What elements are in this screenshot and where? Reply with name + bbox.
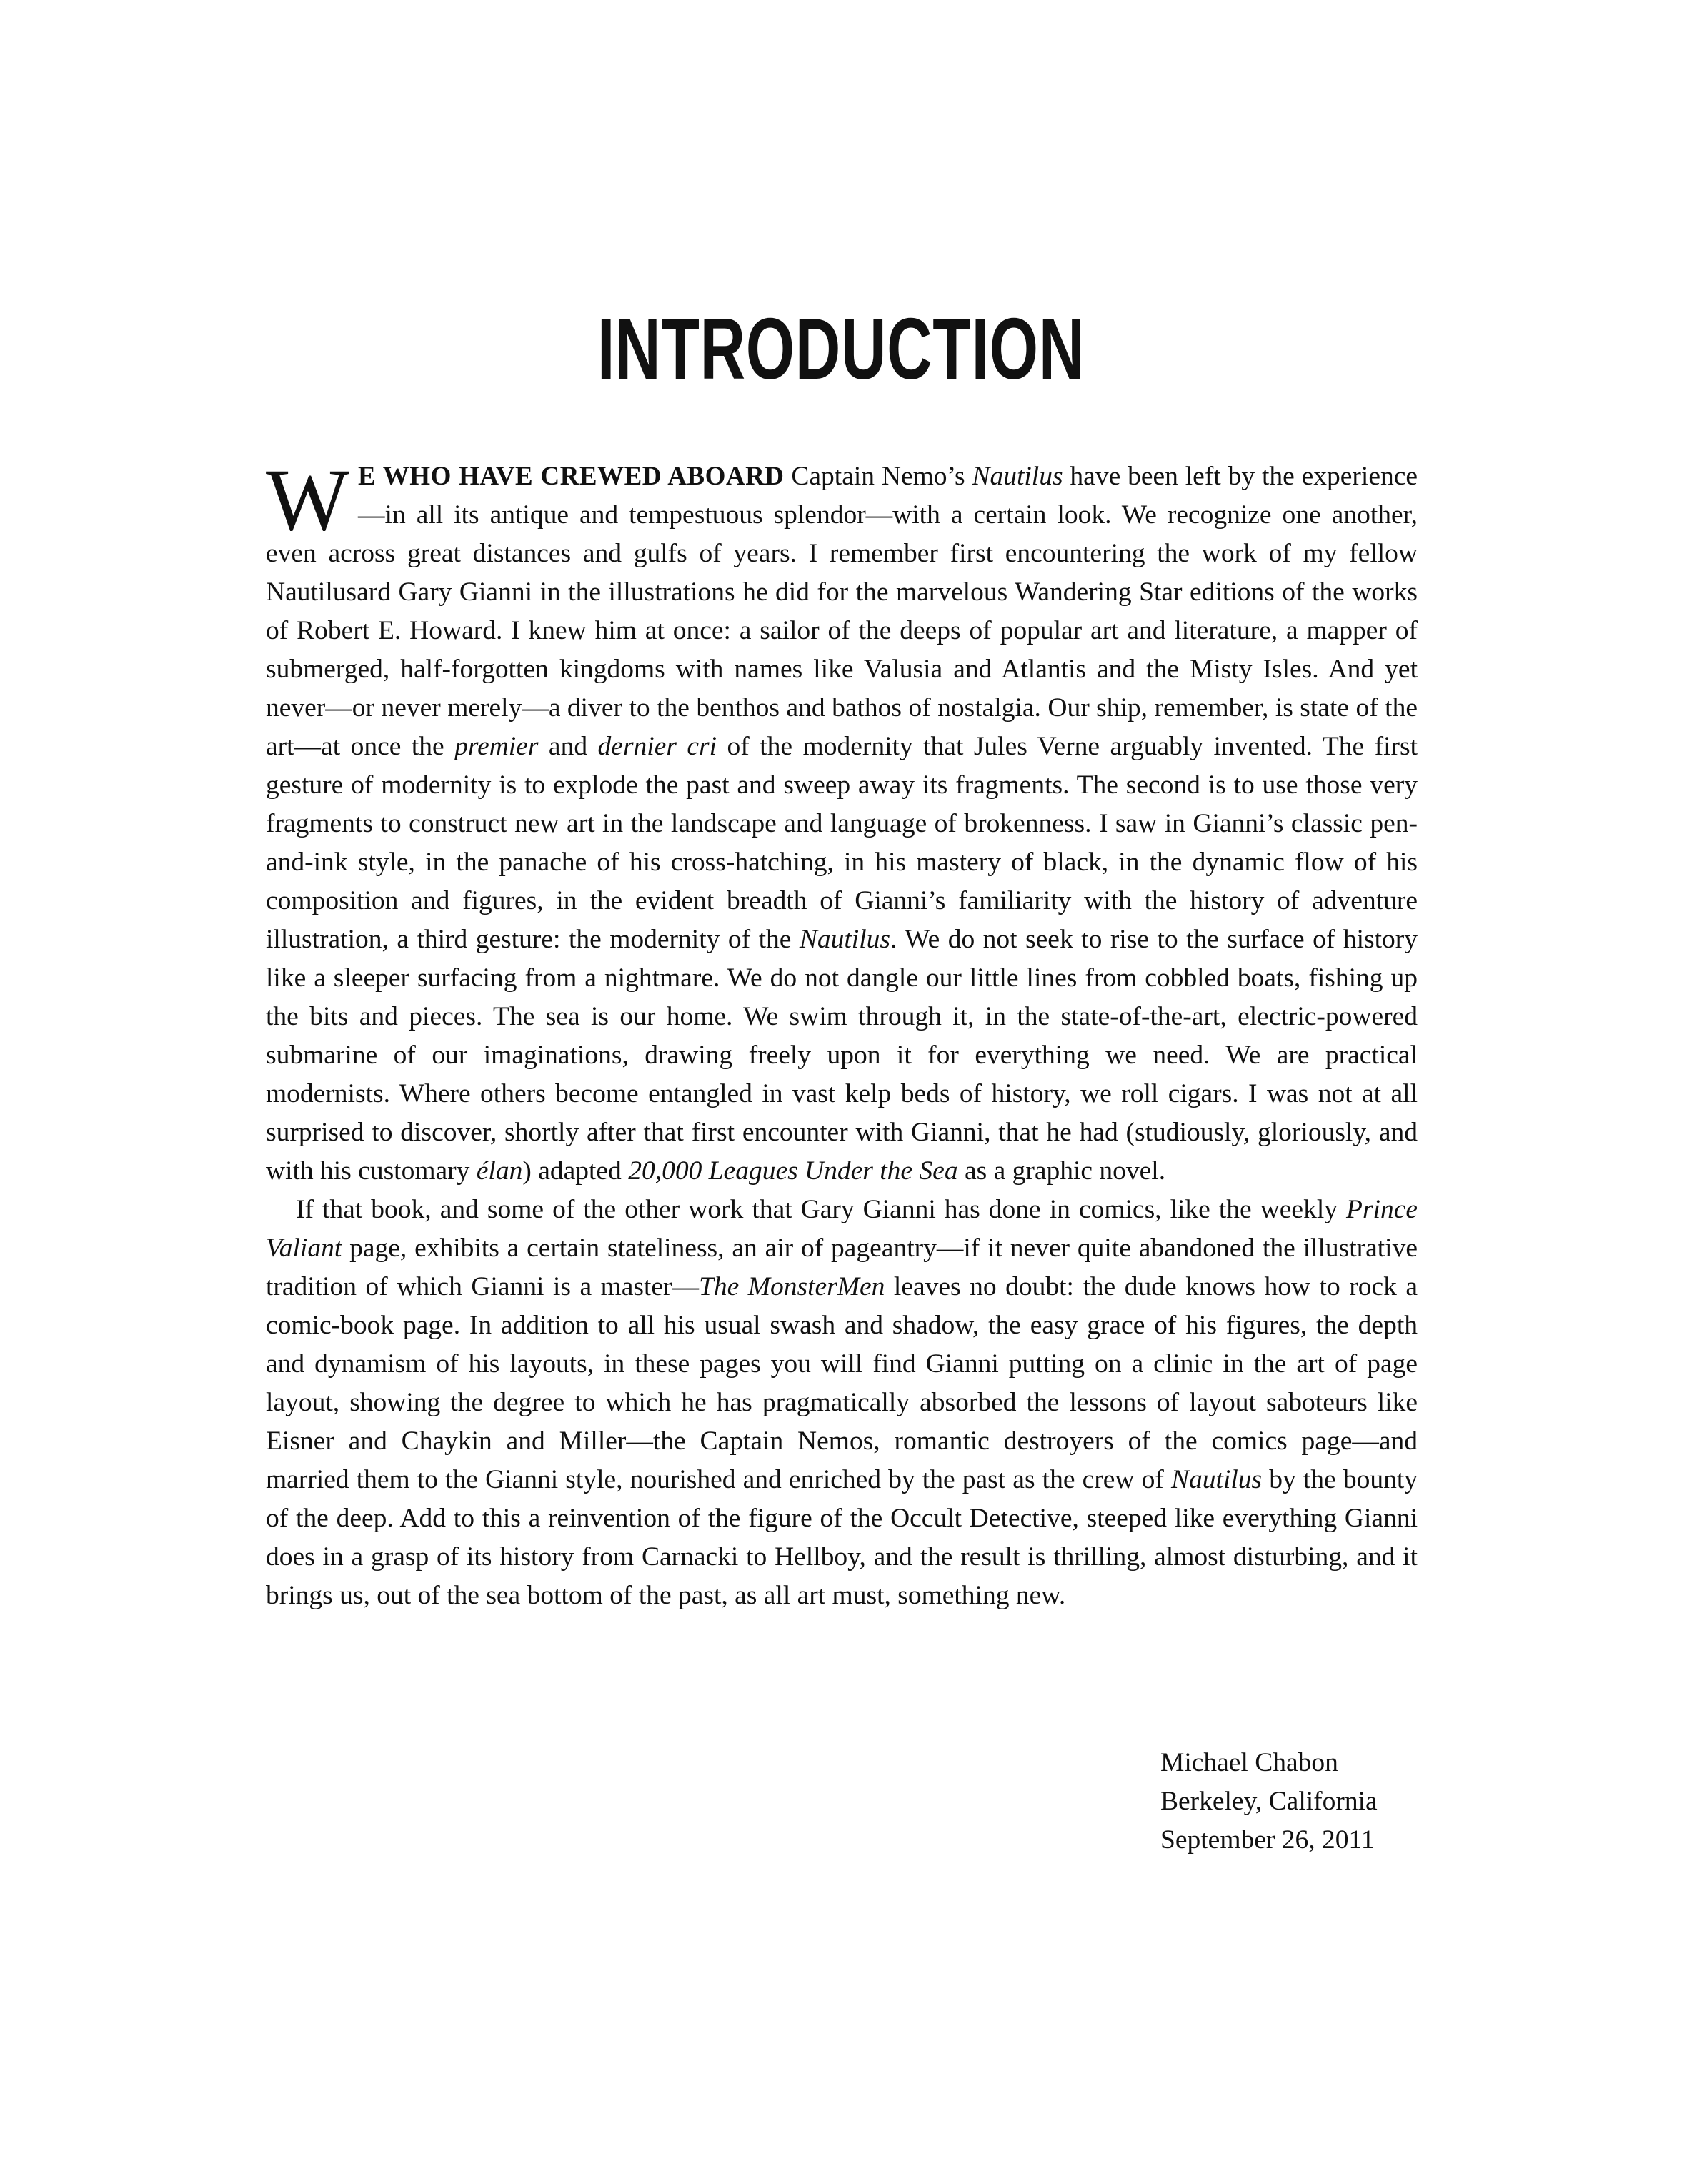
paragraph-1 [266,451,1418,1191]
page-title: INTRODUCTION [597,300,1085,397]
italic-run: dernier cri [597,732,717,761]
text-run: ) adapted [522,1156,629,1186]
text-run: and [538,732,598,761]
text-run: page, exhibits a certain stateliness, an air of pageantry—if it never quite abandoned the illustrative tradition of which Gianni is a master— [266,1234,1418,1301]
italic-run: Prince Valiant [266,1195,1418,1263]
italic-run: Nautilus [1170,1465,1263,1494]
paragraph-2 [266,1191,1418,1615]
signature-block [1160,1744,1460,1860]
signature-date: September 26, 2011 [1160,1825,1375,1855]
text-run: leaves no doubt: the dude knows how to rock a comic-book page. In addition to all his usual swash and shadow, the easy grace of his figures, the depth and dynamism of his layouts, in these pages you will find Gianni putting on a clinic in the art of page layout, showing the degree to which he has pragmatically absorbed the lessons of layout saboteurs like Eisner and Chaykin and Miller—the Captain Nemos, romantic destroyers of the comics page—and married them to the Gianni style, nourished and enriched by the past as the crew of [266,1272,1418,1494]
author-location: Berkeley, California [1160,1787,1378,1816]
drop-cap: W [266,451,350,549]
italic-run: 20,000 Leagues Under the Sea [628,1156,958,1186]
italic-run: premier [454,732,539,761]
lead-in-caps: E WHO HAVE CREWED ABOARD [358,462,785,491]
text-run: of the modernity that Jules Verne arguably invented. The first gesture of modernity is to explode the past and sweep away its fragments. The second is to use those very fragments to construct new art in the landscape and language of brokenness. I saw in Gianni’s classic pen-and-ink style, in the panache of his cross-hatching, in his mastery of black, in the dynamic flow of his composition and figures, in the evident breadth of Gianni’s familiarity with the history of adventure illustration, a third gesture: the modernity of the [266,732,1418,954]
introduction-body [266,451,1418,1615]
text-run: as a graphic novel. [957,1156,1166,1186]
text-run: Captain Nemo’s [784,462,972,491]
italic-run: élan [476,1156,523,1186]
text-run: If that book, and some of the other work that Gary Gianni has done in comics, like the weekly [296,1195,1347,1224]
author-name: Michael Chabon [1160,1748,1338,1777]
text-run: by the bounty of the deep. Add to this a reinvention of the figure of the Occult Detective, steeped like everything Gianni does in a grasp of its history from Carnacki to Hellboy, and the result is thrilling, almost disturbing, and it brings us, out of the sea bottom of the past, as all art must, something new. [266,1465,1418,1610]
paragraph-2-text [266,1195,1418,1610]
text-run: have been left by the experience—in all its antique and tempestuous splendor—with a certain look. We recognize one another, even across great distances and gulfs of years. I remember first encountering the work of my fellow Nautilusard Gary Gianni in the illustrations he did for the marvelous Wandering Star editions of the works of Robert E. Howard. I knew him at once: a sailor of the deeps of popular art and literature, a mapper of submerged, half-forgotten kingdoms with names like Valusia and Atlantis and the Misty Isles. And yet never—or never merely—a diver to the benthos and bathos of nostalgia. Our ship, remember, is state of the art—at once the [266,462,1418,761]
text-run: . We do not seek to rise to the surface of history like a sleeper surfacing from a nightmare. We do not dangle our little lines from cobbled boats, fishing up the bits and pieces. The sea is our home. We swim through it, in the state-of-the-art, electric-powered submarine of our imaginations, drawing freely upon it for everything we need. We are practical modernists. Where others become entangled in vast kelp beds of history, we roll cigars. I was not at all surprised to discover, shortly after that first encounter with Gianni, that he had (studiously, gloriously, and with his customary [266,925,1418,1186]
italic-run: Nautilus [799,925,890,954]
paragraph-1-text [266,451,1418,1186]
italic-run: The MonsterMen [699,1272,885,1301]
italic-run: Nautilus [972,462,1063,491]
